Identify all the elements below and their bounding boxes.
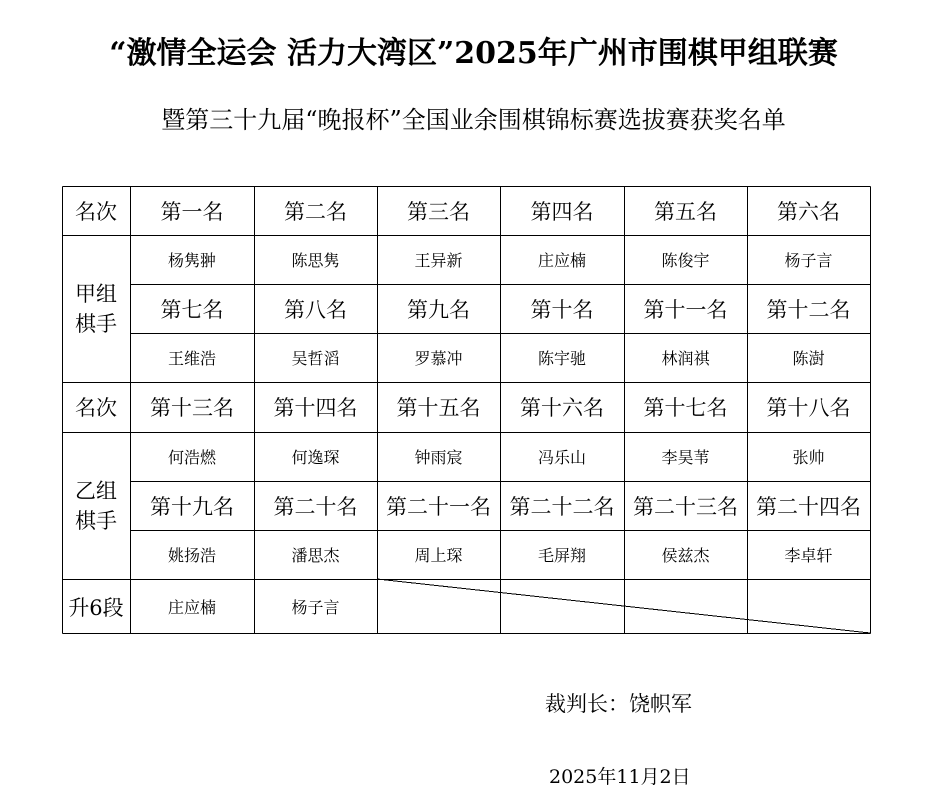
rank-label: 第十三名 <box>150 396 234 420</box>
group-label-line: 乙组 <box>75 478 117 503</box>
rank-label: 第九名 <box>407 297 470 322</box>
rank-label: 第十六名 <box>520 396 604 420</box>
rank-label: 第二十名 <box>273 494 358 519</box>
player-name: 张帅 <box>792 448 825 467</box>
promotion-label: 升6段 <box>68 595 124 620</box>
empty-cells-diagonal <box>377 579 870 633</box>
player-name: 王异新 <box>414 251 463 270</box>
rank-label: 第十七名 <box>643 396 728 420</box>
player-name: 庄应楠 <box>537 251 586 270</box>
player-name: 何浩燃 <box>167 448 216 467</box>
rank-label: 第二名 <box>284 199 347 224</box>
player-name: 冯乐山 <box>537 448 586 467</box>
player-name: 罗慕冲 <box>414 349 463 368</box>
group-label-line: 棋手 <box>75 311 117 336</box>
rank-label: 第七名 <box>160 297 224 322</box>
player-name: 吴哲滔 <box>291 349 340 368</box>
rank-header: 名次 <box>75 396 117 420</box>
rank-label: 第十二名 <box>766 297 851 322</box>
chief-judge: 裁判长：饶帜军 <box>545 692 692 716</box>
document-subtitle: 暨第三十九届“晚报杯”全国业余围棋锦标赛选拔赛获奖名单 <box>161 106 786 134</box>
player-name: 陈俊宇 <box>661 251 710 270</box>
player-name: 杨隽翀 <box>167 251 216 270</box>
rank-label: 第十九名 <box>150 494 234 519</box>
group-label-line: 甲组 <box>75 281 117 306</box>
document-date: 2025年11月2日 <box>549 766 691 788</box>
player-name: 陈宇驰 <box>537 349 586 368</box>
player-name: 杨子言 <box>784 251 833 270</box>
rank-label: 第二十三名 <box>633 494 738 519</box>
player-name: 潘思杰 <box>291 546 340 565</box>
player-name: 李昊苇 <box>661 448 710 467</box>
player-name: 王维浩 <box>167 349 216 368</box>
rank-label: 第二十一名 <box>386 494 491 519</box>
document-title: “激情全运会 活力大湾区”2025年广州市围棋甲组联赛 <box>109 36 838 71</box>
player-name: 周上琛 <box>414 546 463 565</box>
rank-label: 第一名 <box>160 199 224 224</box>
group-a-label <box>62 235 130 382</box>
rank-label: 第十一名 <box>643 297 728 322</box>
rank-label: 第二十二名 <box>509 494 615 519</box>
player-name: 陈思隽 <box>291 251 340 270</box>
group-b-label <box>62 432 130 579</box>
rank-label: 第八名 <box>284 297 347 322</box>
rank-label: 第十四名 <box>273 396 358 420</box>
award-table <box>62 186 871 634</box>
rank-label: 第六名 <box>777 199 840 224</box>
rank-label: 第四名 <box>530 199 594 224</box>
promoted-player-name: 庄应楠 <box>167 598 216 617</box>
rank-label: 第十五名 <box>396 396 481 420</box>
group-label-line: 棋手 <box>75 508 117 533</box>
rank-label: 第十八名 <box>766 396 851 420</box>
promoted-player-name: 杨子言 <box>291 598 340 617</box>
rank-label: 第五名 <box>654 199 717 224</box>
player-name: 钟雨宸 <box>414 448 463 467</box>
rank-label: 第二十四名 <box>756 494 861 519</box>
rank-label: 第十名 <box>530 297 594 322</box>
player-name: 李卓轩 <box>784 546 833 565</box>
player-name: 陈澍 <box>792 349 825 368</box>
player-name: 毛屏翔 <box>537 546 586 565</box>
player-name: 侯兹杰 <box>661 546 710 565</box>
player-name: 何逸琛 <box>291 448 340 467</box>
player-name: 姚扬浩 <box>167 546 216 565</box>
rank-label: 第三名 <box>407 199 470 224</box>
player-name: 林润祺 <box>661 349 710 368</box>
rank-header: 名次 <box>75 199 117 224</box>
